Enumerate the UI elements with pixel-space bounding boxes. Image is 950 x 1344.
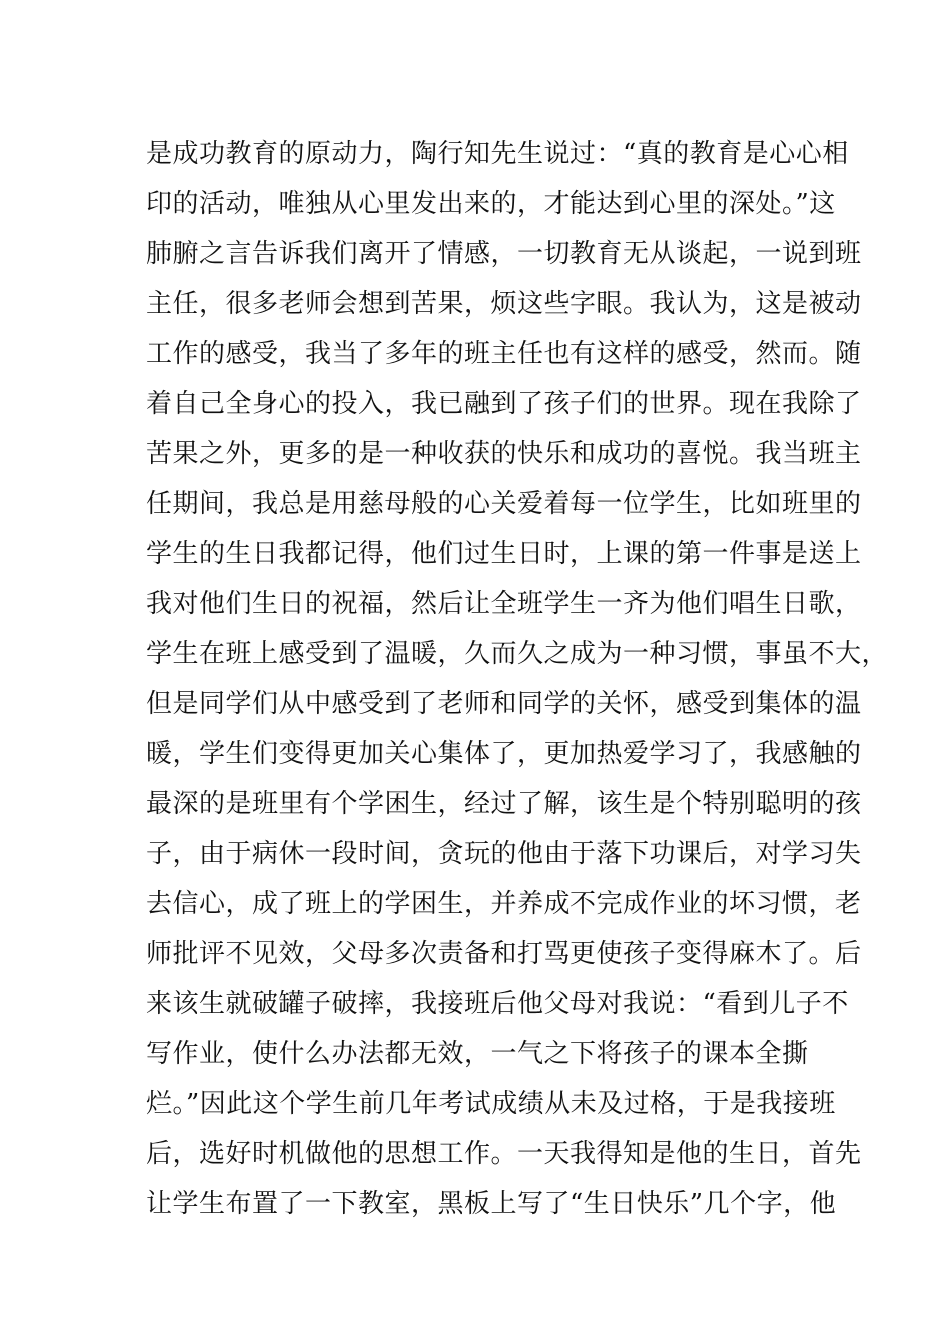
text-line: 后，选好时机做他的思想工作。一天我得知是他的生日，首先 (146, 1139, 862, 1169)
body-text (146, 129, 889, 1229)
text-line: 印的活动，唯独从心里发出来的，才能达到心里的深处。”这 (146, 189, 836, 219)
text-line: 主任，很多老师会想到苦果，烦这些字眼。我认为，这是被动 (146, 289, 862, 319)
text-line: 来该生就破罐子破摔，我接班后他父母对我说：“看到儿子不 (146, 989, 849, 1019)
text-line: 学生在班上感受到了温暖，久而久之成为一种习惯，事虽不大， (146, 639, 889, 669)
text-line: 肺腑之言告诉我们离开了情感，一切教育无从谈起，一说到班 (146, 239, 862, 269)
text-line: 学生的生日我都记得，他们过生日时，上课的第一件事是送上 (146, 539, 862, 569)
text-line: 烂。”因此这个学生前几年考试成绩从未及过格，于是我接班 (146, 1089, 836, 1119)
text-line: 但是同学们从中感受到了老师和同学的关怀，感受到集体的温 (146, 689, 862, 719)
text-line: 最深的是班里有个学困生，经过了解，该生是个特别聪明的孩 (146, 789, 862, 819)
text-line: 让学生布置了一下教室，黑板上写了“生日快乐”几个字，他 (146, 1189, 837, 1219)
text-line: 写作业，使什么办法都无效，一气之下将孩子的课本全撕 (146, 1039, 809, 1069)
text-line: 暖，学生们变得更加关心集体了，更加热爱学习了，我感触的 (146, 739, 862, 769)
text-line: 着自己全身心的投入，我已融到了孩子们的世界。现在我除了 (146, 389, 862, 419)
text-line: 是成功教育的原动力，陶行知先生说过：“真的教育是心心相 (146, 139, 849, 169)
text-line: 工作的感受，我当了多年的班主任也有这样的感受，然而。随 (146, 339, 862, 369)
text-line: 苦果之外，更多的是一种收获的快乐和成功的喜悦。我当班主 (146, 439, 862, 469)
text-line: 子，由于病休一段时间，贪玩的他由于落下功课后，对学习失 (146, 839, 862, 869)
text-line: 去信心，成了班上的学困生，并养成不完成作业的坏习惯，老 (146, 889, 862, 919)
text-line: 任期间，我总是用慈母般的心关爱着每一位学生，比如班里的 (146, 489, 862, 519)
text-line: 我对他们生日的祝福，然后让全班学生一齐为他们唱生日歌， (146, 589, 862, 619)
text-line: 师批评不见效，父母多次责备和打骂更使孩子变得麻木了。后 (146, 939, 862, 969)
